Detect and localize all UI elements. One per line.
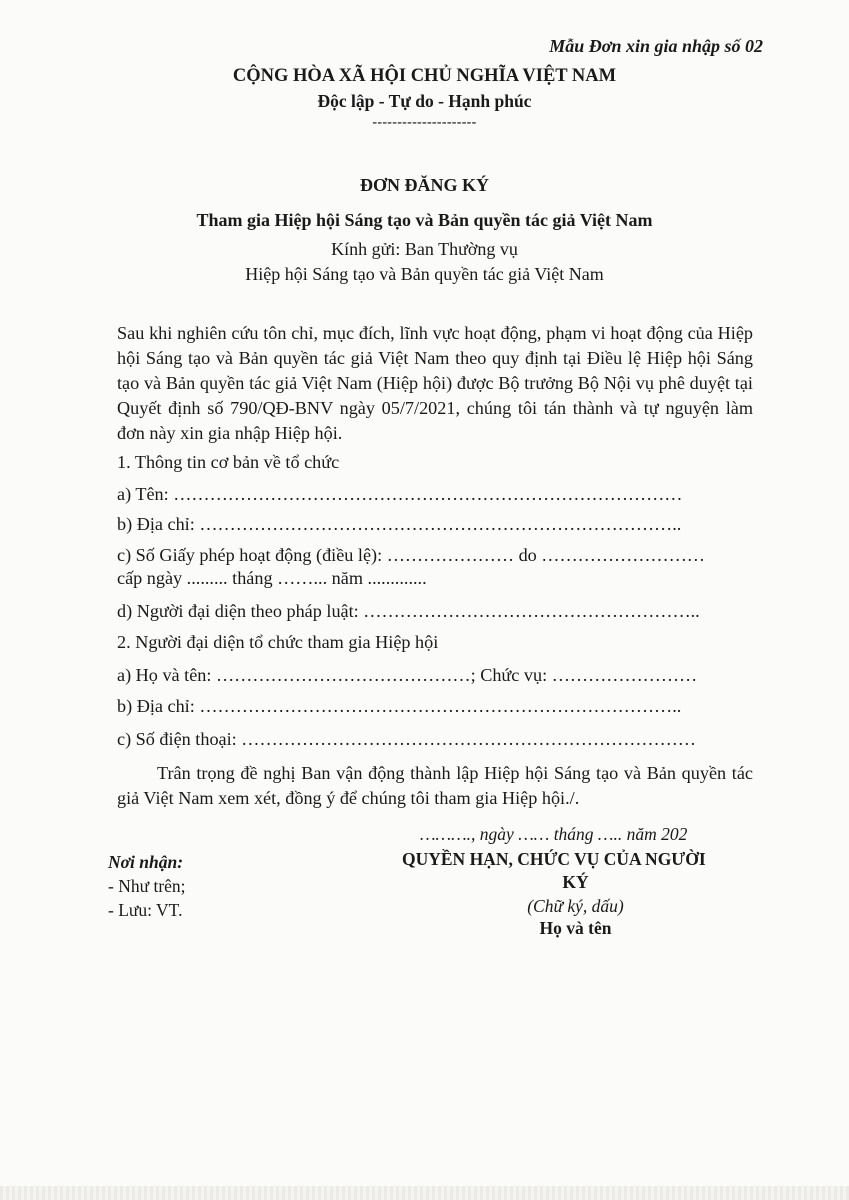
recipient-item: - Như trên;	[108, 876, 186, 896]
signer-title-line-2: KÝ	[562, 872, 589, 892]
license-date-field: cấp ngày ......... tháng ……... năm .............	[117, 568, 427, 588]
rep-phone-field: c) Số điện thoại: …………………………………………………………………	[117, 729, 696, 749]
org-address-field: b) Địa chỉ: ……………………………………………………………………..	[117, 514, 682, 534]
document-title: ĐƠN ĐĂNG KÝ	[360, 175, 489, 195]
recipients-label: Nơi nhận:	[108, 852, 184, 872]
section-1-heading: 1. Thông tin cơ bản về tổ chức	[117, 452, 340, 472]
org-name-field: a) Tên: …………………………………………………………………………	[117, 484, 683, 504]
rep-address-field: b) Địa chỉ: ……………………………………………………………………..	[117, 696, 682, 716]
license-field: c) Số Giấy phép hoạt động (điều lệ): ………………… do ………………………	[117, 545, 705, 565]
national-motto: Độc lập - Tự do - Hạnh phúc	[317, 91, 532, 111]
signer-title-line-1: QUYỀN HẠN, CHỨC VỤ CỦA NGƯỜI	[402, 849, 706, 869]
closing-paragraph: Trân trọng đề nghị Ban vận động thành lập Hiệp hội Sáng tạo và Bản quyền tác giả Việt Nam xem xét, đồng ý để chúng tôi tham gia Hiệp hội./.	[117, 763, 753, 808]
recipient-line-1: Kính gửi: Ban Thường vụ	[331, 239, 518, 259]
legal-representative-field: d) Người đại diện theo pháp luật: ………………………………………………..	[117, 601, 700, 621]
signature-date: ………., ngày …… tháng ….. năm 202	[420, 824, 688, 844]
national-title: CỘNG HÒA XÃ HỘI CHỦ NGHĨA VIỆT NAM	[232, 66, 617, 86]
section-2-heading: 2. Người đại diện tổ chức tham gia Hiệp hội	[117, 632, 439, 652]
signer-name-label: Họ và tên	[539, 918, 612, 938]
rep-fullname-field: a) Họ và tên: ……………………………………; Chức vụ: ……………………	[117, 665, 698, 685]
recipient-item: - Lưu: VT.	[108, 900, 183, 920]
header-divider: ---------------------	[372, 115, 477, 130]
intro-paragraph: Sau khi nghiên cứu tôn chỉ, mục đích, lĩnh vực hoạt động, phạm vi hoạt động của Hiệp hội Sáng tạo và Bản quyền tác giả Việt Nam theo quy định tại Điều lệ Hiệp hội Sáng tạo và Bản quyền tác giả Việt Nam (Hiệp hội) được Bộ trưởng Bộ Nội vụ phê duyệt tại Quyết định số 790/QĐ-BNV ngày 05/7/2021, chúng tôi tán thành và tự nguyện làm đơn này xin gia nhập Hiệp hội.	[117, 323, 753, 443]
form-reference: Mẫu Đơn xin gia nhập số 02	[549, 36, 763, 56]
signature-note: (Chữ ký, dấu)	[527, 896, 624, 916]
recipient-line-2: Hiệp hội Sáng tạo và Bản quyền tác giả Việt Nam	[245, 264, 604, 284]
document-subtitle: Tham gia Hiệp hội Sáng tạo và Bản quyền tác giả Việt Nam	[196, 210, 653, 230]
scan-edge-texture	[0, 1186, 849, 1200]
